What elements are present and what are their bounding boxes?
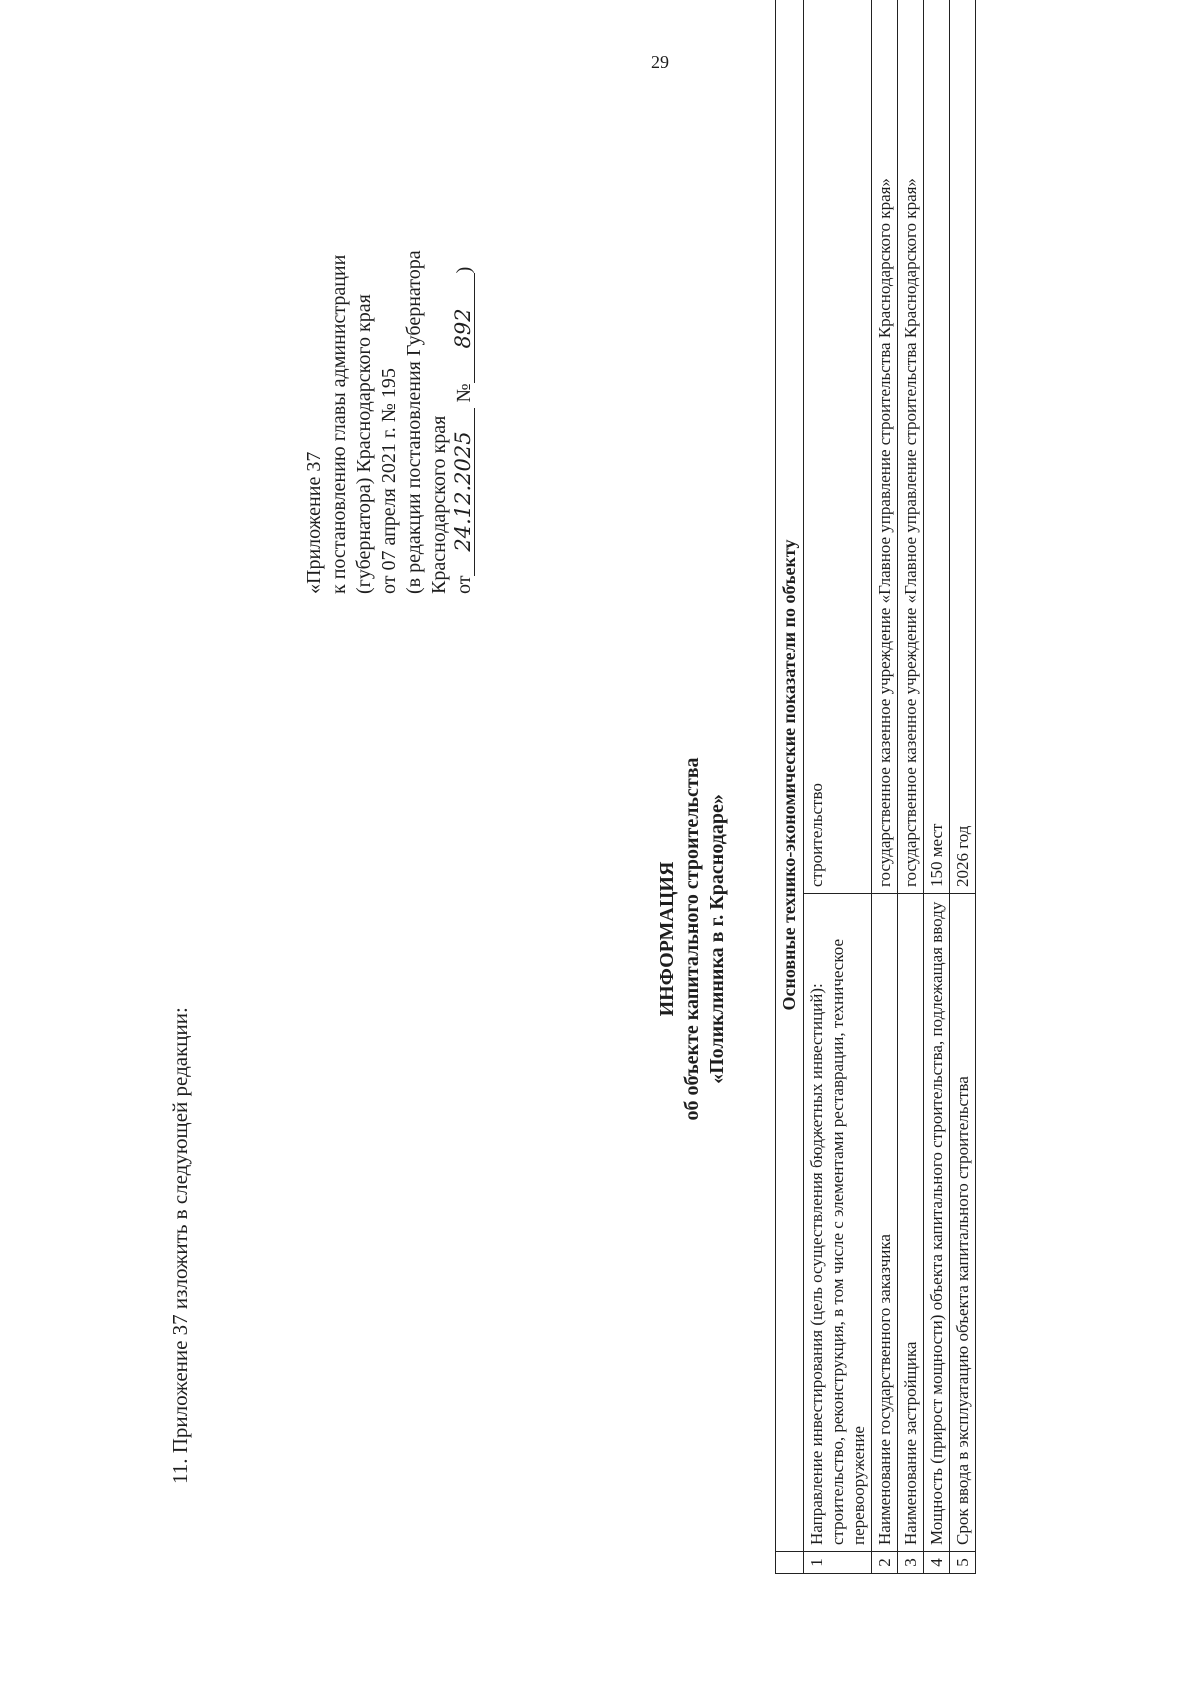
appendix-line-3: (губернатора) Краснодарского края — [353, 294, 375, 594]
row-value: государственное казенное учреждение «Главное управление строительства Краснодарского края» — [898, 0, 924, 894]
row-label: Направление инвестирования (цель осуществления бюджетных инвестиций): строительство, реконструкция, в том числе с элементами реставрации, техническое перевооружение — [804, 894, 872, 1552]
row-number: 5 — [950, 1552, 976, 1574]
number-sign: № — [453, 383, 475, 403]
appendix-line-2: к постановлению главы администрации — [328, 254, 350, 594]
row-label: Мощность (прирост мощности) объекта капитального строительства, подлежащая вводу — [924, 894, 950, 1552]
document-title — [655, 434, 730, 1444]
row-number: 4 — [924, 1552, 950, 1574]
row-number: 3 — [898, 1552, 924, 1574]
appendix-date-line — [452, 94, 477, 594]
title-line-2: об объекте капитального строительства — [681, 757, 703, 1121]
closing-paren: ) — [453, 266, 475, 274]
row-label: Наименование застройщика — [898, 894, 924, 1552]
indicators-table — [775, 0, 976, 1574]
row-number: 2 — [872, 1552, 898, 1574]
date-prefix: от — [453, 575, 475, 594]
appendix-header — [302, 94, 477, 594]
title-line-1: ИНФОРМАЦИЯ — [656, 861, 678, 1017]
table-row — [950, 0, 976, 1574]
row-value: государственное казенное учреждение «Главное управление строительства Краснодарского края» — [872, 0, 898, 894]
row-label: Наименование государственного заказчика — [872, 894, 898, 1552]
table-row — [898, 0, 924, 1574]
appendix-line-6: Краснодарского края — [428, 415, 450, 594]
handwritten-date: 24.12.2025 — [452, 408, 475, 576]
appendix-line-5: (в редакции постановления Губернатора — [403, 250, 425, 594]
row-number: 1 — [804, 1552, 872, 1574]
appendix-line-1: «Приложение 37 — [303, 451, 325, 594]
table-row — [872, 0, 898, 1574]
title-line-3: «Поликлиника в г. Краснодаре» — [706, 794, 728, 1084]
table-row — [804, 0, 872, 1574]
row-value: 150 мест — [924, 0, 950, 894]
table-row — [924, 0, 950, 1574]
table-section-header: Основные технико-экономические показатели по объекту — [776, 0, 804, 1552]
indicators-table-wrapper — [775, 0, 976, 1574]
row-label: Срок ввода в эксплуатацию объекта капитального строительства — [950, 894, 976, 1552]
page-number: 29 — [651, 52, 669, 72]
table-header-row — [776, 0, 804, 1574]
appendix-line-4: от 07 апреля 2021 г. № 195 — [378, 368, 400, 594]
intro-paragraph: 11. Приложение 37 изложить в следующей редакции: — [168, 1007, 192, 1484]
row-value: строительство — [804, 0, 872, 894]
row-value: 2026 год — [950, 0, 976, 894]
handwritten-number: 892 — [452, 273, 475, 383]
